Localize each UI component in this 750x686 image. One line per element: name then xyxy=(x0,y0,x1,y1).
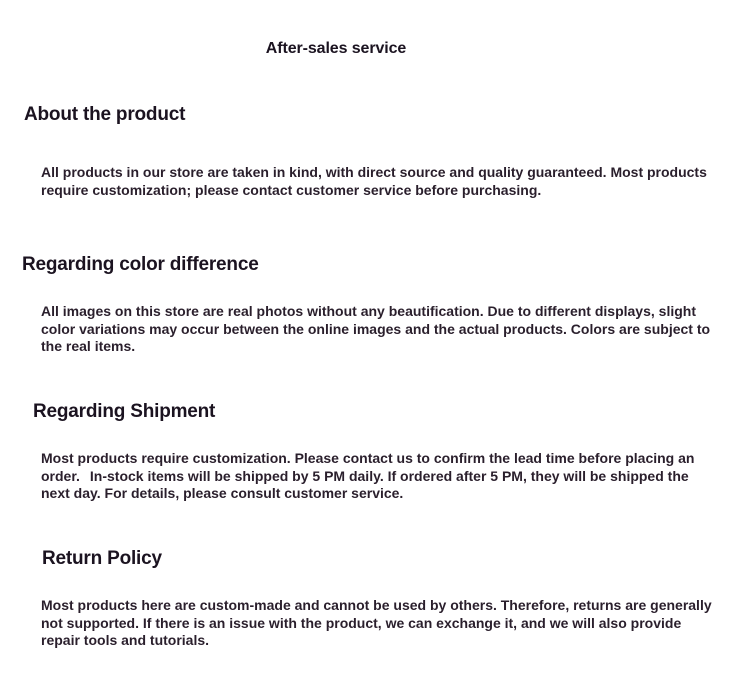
section-heading-color-difference: Regarding color difference xyxy=(22,254,259,275)
section-heading-shipment: Regarding Shipment xyxy=(33,401,216,422)
section-body-about-product: All products in our store are taken in kind, with direct source and quality guaranteed. Most products require customization; please contact customer service before purchasing. xyxy=(41,164,707,198)
section-heading-return-policy: Return Policy xyxy=(42,548,162,569)
shipment-text-lead-time: Most products require customization. Please contact us to confirm the lead time before placing an order. xyxy=(41,450,695,484)
section-body-shipment xyxy=(41,450,713,503)
section-heading-about-product: About the product xyxy=(24,104,186,125)
section-body-return-policy: Most products here are custom-made and cannot be used by others. Therefore, returns are generally not supported. If there is an issue with the product, we can exchange it, and we will also provide repair tools and tutorials. xyxy=(41,597,712,648)
page-title: After-sales service xyxy=(265,40,407,57)
section-body-color-difference: All images on this store are real photos without any beautification. Due to different displays, slight color variations may occur between the online images and the actual products. Colors are subject to the real items. xyxy=(41,303,711,354)
shipment-text-in-stock: In-stock items will be shipped by 5 PM daily. If ordered after 5 PM, they will be shipped the next day. For details, please consult customer service. xyxy=(41,467,689,501)
